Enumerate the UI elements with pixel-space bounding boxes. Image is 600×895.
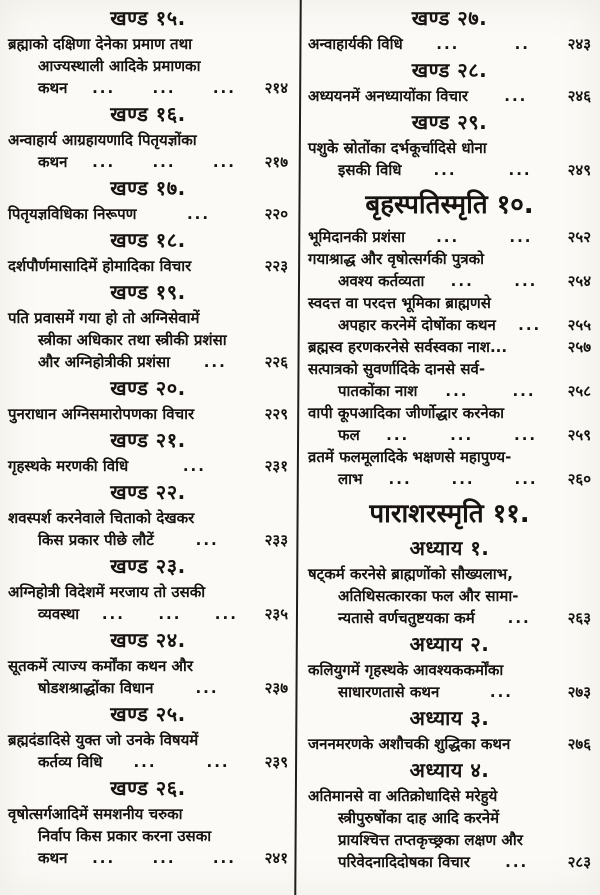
- section-heading: अध्याय २.: [409, 632, 490, 656]
- entry-line: [8, 255, 288, 277]
- dot-group: ...: [512, 382, 536, 400]
- entry-text: षट्कर्म करनेसे ब्राह्मणोंको सौख्यलाभ,: [308, 565, 513, 583]
- entry-text: अग्निहोत्री विदेशमें मरजाय तो उसकी: [8, 583, 206, 601]
- page-number: २५५: [567, 316, 591, 334]
- section-heading: खण्ड २८.: [411, 58, 488, 82]
- section-heading: खण्ड २२.: [110, 480, 186, 504]
- dots-leader: [405, 226, 564, 248]
- dots-leader: [67, 847, 260, 869]
- toc-entry: [308, 248, 591, 292]
- entry-text: कथन: [38, 153, 68, 171]
- entry-text: पुनराधान अग्निसमारोपणका विचार: [8, 405, 195, 423]
- entry-line: [308, 270, 591, 292]
- entry-line: [308, 314, 591, 336]
- page-number: २२९: [264, 405, 288, 423]
- page-number: २७६: [567, 735, 591, 753]
- dot-group: ...: [206, 753, 230, 771]
- dot-group: ...: [445, 382, 469, 400]
- entry-text: पति प्रवासमें गया हो तो अग्निसेवामें: [8, 309, 200, 327]
- toc-entry: [308, 33, 591, 55]
- page-number: २४९: [567, 161, 591, 179]
- dot-group: ...: [182, 457, 206, 475]
- entry-line: [308, 468, 591, 490]
- dot-group: ...: [433, 161, 457, 179]
- dots-leader: [470, 851, 564, 873]
- entry-text: सूतकमें त्याज्य कर्मोंका कथन और: [8, 657, 193, 675]
- dot-group: ...: [514, 426, 538, 444]
- entry-text: ब्रह्मदंडादिसे युक्त जो उनके विषयमें: [8, 731, 199, 749]
- dots-leader: [170, 351, 261, 373]
- entry-text: ब्रह्मस्व हरणकरनेसे सर्वस्वका नाश...: [308, 338, 508, 356]
- dots-leader: [67, 151, 260, 173]
- dot-group: ...: [158, 605, 182, 623]
- page-number: २१४: [264, 79, 288, 97]
- entry-text: स्वदत्त वा परदत्त भूमिका ब्राह्मणसे: [308, 294, 491, 312]
- page-number: २३७: [264, 679, 288, 697]
- entry-text: कर्तव्य विधि: [38, 753, 103, 771]
- page-number: २५७: [567, 338, 591, 356]
- dot-group: ...: [518, 316, 542, 334]
- dot-group: ...: [92, 153, 116, 171]
- dots-leader: [475, 607, 564, 629]
- entry-line: [8, 129, 288, 151]
- entry-line: [8, 677, 288, 699]
- entry-line: [308, 585, 591, 607]
- entry-text: शवस्पर्श करनेवाले चिताको देखकर: [8, 509, 195, 527]
- dot-group: ...: [386, 426, 410, 444]
- dot-group: ...: [212, 849, 236, 867]
- page-number: २२६: [264, 353, 288, 371]
- toc-entry: [8, 129, 288, 173]
- dot-group: ...: [152, 79, 176, 97]
- entry-line: [308, 424, 591, 446]
- entry-text: स्त्रीका अधिकार तथा स्त्रीकी प्रशंसा: [38, 331, 227, 349]
- toc-entry: [308, 733, 591, 755]
- dot-group: ...: [214, 605, 238, 623]
- entry-line: [8, 751, 288, 773]
- entry-text: वृषोत्सर्गआदिमें समशनीय चरुका: [8, 805, 183, 823]
- dots-leader: [154, 529, 261, 551]
- dots-leader: [153, 677, 260, 699]
- toc-entry: [8, 403, 288, 425]
- dots-leader: [417, 380, 563, 402]
- toc-entry: [8, 581, 288, 625]
- toc-entry: [308, 358, 591, 402]
- entry-text: अध्ययनमें अनध्यायोंका विचार: [308, 87, 469, 105]
- dots-leader: [439, 681, 563, 703]
- entry-line: [8, 803, 288, 825]
- page-number: २२०: [264, 205, 288, 223]
- entry-text: पशुके स्रोतोंका दर्भकूर्चादिसे धोना: [308, 139, 487, 157]
- entry-line: [8, 603, 288, 625]
- section-heading: खण्ड २३.: [110, 554, 186, 578]
- entry-text: साधारणतासे कथन: [338, 683, 440, 701]
- dot-group: ...: [92, 79, 116, 97]
- entry-text: और अग्निहोत्रीकी प्रशंसा: [38, 353, 170, 371]
- dot-group: ...: [388, 470, 412, 488]
- dots-leader: [468, 85, 564, 107]
- entry-line: [308, 358, 591, 380]
- dot-group: ..: [514, 35, 530, 53]
- dot-group: ...: [92, 849, 116, 867]
- dots-leader: [79, 603, 260, 625]
- page-number: २७३: [567, 683, 591, 701]
- entry-text: ब्रह्माको दक्षिणा देनेका प्रमाण तथा: [8, 35, 193, 53]
- entry-line: [308, 607, 591, 629]
- section-heading: अध्याय १.: [409, 536, 490, 560]
- page-number: २८३: [567, 853, 591, 871]
- entry-text: षोडशश्राद्धोंका विधान: [38, 679, 154, 697]
- entry-line: [8, 329, 288, 351]
- entry-text: अपहार करनेमें दोषोंका कथन: [338, 316, 496, 334]
- dot-group: ...: [507, 609, 531, 627]
- entry-text: अन्वाहार्य आग्रहायणादि पितृयज्ञोंका: [8, 131, 197, 149]
- toc-entry: [8, 255, 288, 277]
- dot-group: ...: [212, 79, 236, 97]
- toc-entry: [308, 137, 591, 181]
- entry-text: गृहस्थके मरणकी विधि: [8, 457, 129, 475]
- entry-line: [308, 248, 591, 270]
- section-heading: खण्ड २१.: [110, 428, 186, 452]
- entry-line: [308, 659, 591, 681]
- toc-entry: [8, 307, 288, 373]
- entry-text: दर्शपौर्णमासादिमें होमादिका विचार: [8, 257, 192, 275]
- entry-line: [8, 151, 288, 173]
- smriti-title-heading: पाराशरस्मृति ११.: [369, 499, 530, 529]
- dot-group: ...: [203, 353, 227, 371]
- entry-line: [308, 851, 591, 873]
- entry-line: [308, 33, 591, 55]
- page-number: २१७: [264, 153, 288, 171]
- dots-leader: [424, 270, 563, 292]
- toc-entry: [308, 785, 591, 873]
- toc-entry: [8, 455, 288, 477]
- section-heading: खण्ड १९.: [110, 280, 186, 304]
- dots-leader: [360, 424, 564, 446]
- entry-line: [8, 581, 288, 603]
- entry-line: [308, 785, 591, 807]
- dot-group: ...: [152, 153, 176, 171]
- page-number: २५९: [567, 426, 591, 444]
- toc-entry: [8, 803, 288, 869]
- entry-text: कथन: [38, 849, 68, 867]
- dot-group: ...: [514, 272, 538, 290]
- entry-line: [8, 507, 288, 529]
- dot-group: ...: [509, 228, 533, 246]
- dots-leader: [128, 455, 260, 477]
- toc-entry: [308, 336, 591, 358]
- dot-group: ...: [101, 605, 125, 623]
- toc-column-right: [301, 0, 600, 895]
- entry-text: आज्यस्थाली आदिके प्रमाणका: [38, 57, 201, 75]
- dot-group: ...: [186, 205, 211, 223]
- page-number: २६०: [567, 470, 591, 488]
- dots-leader: [403, 33, 564, 55]
- entry-line: [308, 807, 591, 829]
- entry-text: इसकी विधि: [338, 161, 402, 179]
- toc-entry: [8, 729, 288, 773]
- dot-group: ...: [505, 853, 529, 871]
- entry-line: [308, 292, 591, 314]
- dot-group: ...: [195, 531, 219, 549]
- entry-text: अवश्य कर्तव्यता: [338, 272, 425, 290]
- entry-line: [8, 203, 288, 225]
- section-heading: खण्ड २९.: [411, 110, 488, 134]
- toc-entry: [308, 292, 591, 336]
- toc-entry: [308, 446, 591, 490]
- section-heading: खण्ड २०.: [110, 376, 186, 400]
- entry-line: [308, 159, 591, 181]
- entry-text: अतिमानसे वा अतिक्रोधादिसे मरेहुये: [308, 787, 498, 805]
- dots-leader: [67, 77, 260, 99]
- entry-text: स्त्रीपुरुषोंका दाह आदि करनेमें: [338, 809, 500, 827]
- section-heading: खण्ड २५.: [110, 702, 186, 726]
- dot-group: ...: [195, 679, 219, 697]
- entry-text: व्रतमें फलमूलादिके भक्षणसे महापुण्य-: [308, 448, 512, 466]
- dots-leader: [401, 159, 563, 181]
- section-heading: अध्याय ४.: [409, 758, 490, 782]
- entry-line: [8, 455, 288, 477]
- section-heading: खण्ड १५.: [110, 6, 186, 30]
- dot-group: ...: [436, 35, 460, 53]
- entry-text: गयाश्राद्ध और वृषोत्सर्गकी पुत्रको: [308, 250, 485, 268]
- entry-text: फल: [338, 426, 360, 444]
- section-heading: खण्ड १७.: [110, 176, 186, 200]
- dot-group: ...: [514, 470, 538, 488]
- dots-leader: [102, 751, 260, 773]
- entry-line: [8, 55, 288, 77]
- entry-text: अन्वाहार्यकी विधि: [308, 35, 403, 53]
- page-number: २२३: [264, 257, 288, 275]
- toc-entry: [308, 563, 591, 629]
- toc-entry: [8, 33, 288, 99]
- toc-entry: [308, 226, 591, 248]
- toc-entry: [8, 655, 288, 699]
- entry-line: [308, 380, 591, 402]
- entry-line: [8, 529, 288, 551]
- entry-line: [308, 85, 591, 107]
- entry-line: [308, 402, 591, 424]
- entry-text: प्रायश्चित्त तप्तकृच्छ्रका लक्षण और: [338, 831, 523, 849]
- toc-entry: [308, 85, 591, 107]
- dot-group: ...: [436, 228, 460, 246]
- entry-text: जननमरणके अशौचकी शुद्धिका कथन: [308, 735, 511, 753]
- dot-group: ...: [450, 272, 474, 290]
- page-number: २४१: [264, 849, 288, 867]
- entry-text: परिवेदनादिदोषका विचार: [338, 853, 470, 871]
- page-number: २६३: [567, 609, 591, 627]
- dot-group: ...: [489, 683, 514, 701]
- page-number: २४३: [567, 35, 591, 53]
- entry-text: भूमिदानकी प्रशंसा: [308, 228, 405, 246]
- section-heading: खण्ड २४.: [110, 628, 186, 652]
- page-number: २३३: [264, 531, 288, 549]
- entry-line: [308, 226, 591, 248]
- entry-text: निर्वाप किस प्रकार करना उसका: [38, 827, 212, 845]
- page-number: २५२: [567, 228, 591, 246]
- page-number: २४६: [567, 87, 591, 105]
- entry-text: अतिथिसत्कारका फल और सामा-: [338, 587, 519, 605]
- page-number: २३१: [264, 457, 288, 475]
- toc-entry: [308, 402, 591, 446]
- entry-line: [8, 307, 288, 329]
- entry-line: [8, 77, 288, 99]
- section-heading: खण्ड १८.: [110, 228, 186, 252]
- dot-group: ...: [152, 849, 176, 867]
- page-number: २३५: [264, 605, 288, 623]
- dots-leader: [136, 203, 260, 225]
- entry-text: कथन: [38, 79, 68, 97]
- entry-text: व्यवस्था: [38, 605, 80, 623]
- entry-text: लाभ: [338, 470, 363, 488]
- page-number: २५४: [567, 272, 591, 290]
- entry-line: [8, 351, 288, 373]
- section-heading: खण्ड २६.: [110, 776, 186, 800]
- dot-group: ...: [451, 470, 475, 488]
- page-number: २५८: [567, 382, 591, 400]
- entry-line: [308, 733, 591, 755]
- entry-text: सत्पात्रको सुवर्णादिके दानसे सर्व-: [308, 360, 486, 378]
- dot-group: ...: [133, 753, 157, 771]
- dots-leader: [363, 468, 564, 490]
- page-number: २३९: [264, 753, 288, 771]
- entry-text: पितृयज्ञविधिका निरूपण: [8, 205, 137, 223]
- entry-line: [8, 847, 288, 869]
- entry-line: [8, 403, 288, 425]
- entry-line: [308, 681, 591, 703]
- entry-line: [8, 33, 288, 55]
- toc-column-left: [0, 0, 296, 895]
- toc-entry: [8, 203, 288, 225]
- dots-leader: [496, 314, 564, 336]
- dot-group: ...: [450, 426, 474, 444]
- entry-line: [8, 825, 288, 847]
- section-heading: अध्याय ३.: [409, 706, 490, 730]
- dot-group: ...: [504, 87, 528, 105]
- entry-text: किस प्रकार पीछे लौटें: [38, 531, 154, 549]
- entry-text: वापी कूपआदिका जीर्णोद्धार करनेका: [308, 404, 505, 422]
- section-heading: खण्ड १६.: [110, 102, 186, 126]
- entry-line: [8, 729, 288, 751]
- dot-group: ...: [508, 161, 532, 179]
- dot-group: ...: [212, 153, 236, 171]
- entry-line: [308, 336, 591, 358]
- entry-line: [308, 563, 591, 585]
- entry-line: [308, 446, 591, 468]
- entry-text: पातकोंका नाश: [338, 382, 418, 400]
- toc-entry: [8, 507, 288, 551]
- entry-text: कलियुगमें गृहस्थके आवश्यककर्मोंका: [308, 661, 504, 679]
- toc-entry: [308, 659, 591, 703]
- entry-line: [8, 655, 288, 677]
- entry-line: [308, 829, 591, 851]
- section-heading: खण्ड २७.: [411, 6, 488, 30]
- smriti-title-heading: बृहस्पतिस्मृति १०.: [365, 190, 534, 220]
- entry-text: न्यतासे वर्णचतुष्टयका कर्म: [338, 609, 475, 627]
- entry-line: [308, 137, 591, 159]
